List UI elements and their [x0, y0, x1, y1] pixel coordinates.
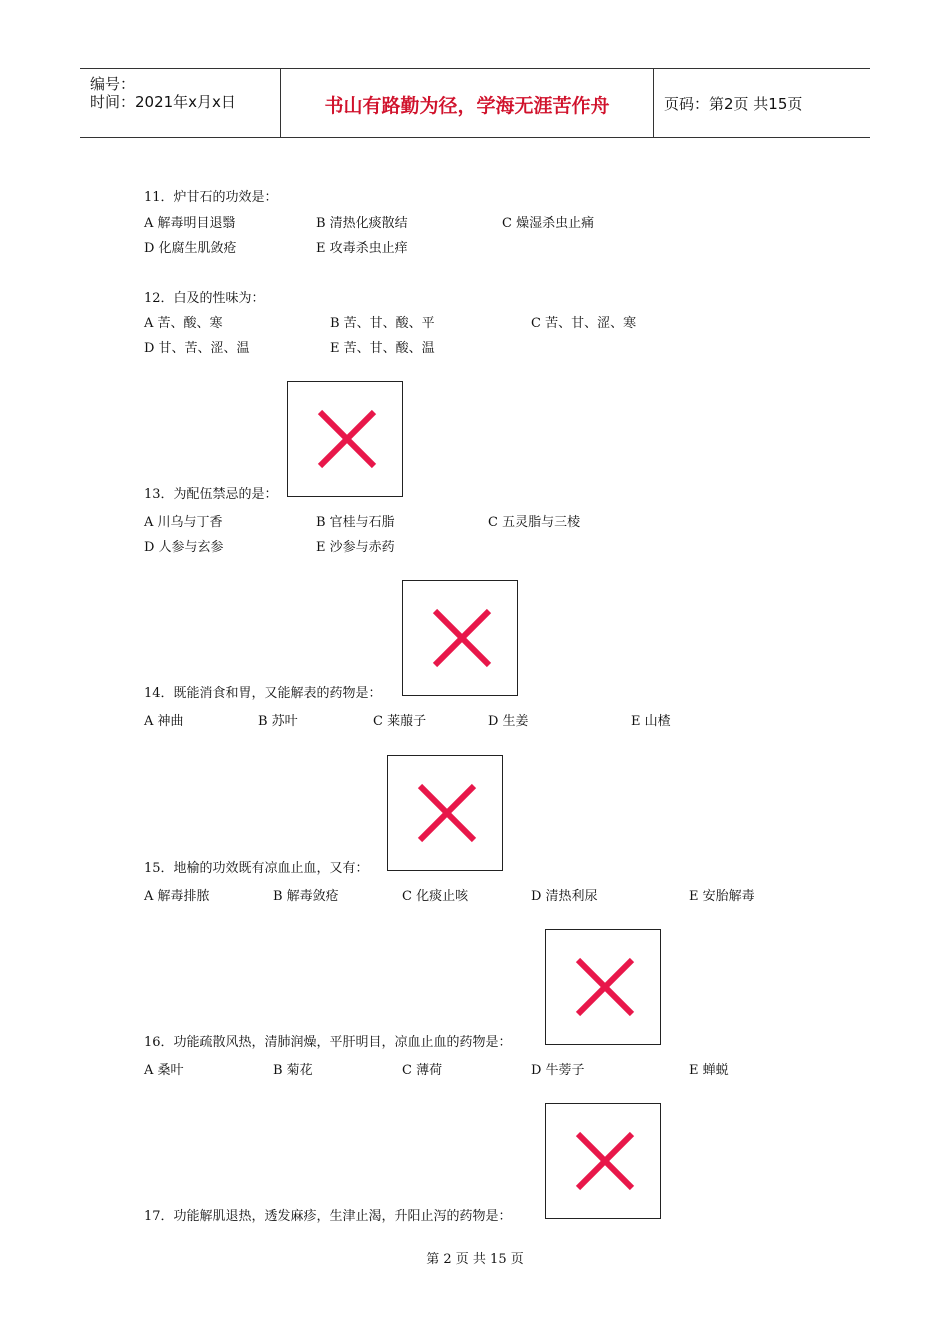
question-11-option-b: B 清热化痰散结 — [316, 216, 408, 231]
question-12-option-e: E 苦、甘、酸、温 — [330, 341, 435, 356]
question-13-option-c: C 五灵脂与三棱 — [488, 515, 581, 530]
question-14-option-b: B 苏叶 — [258, 714, 298, 729]
question-11-stem: 11．炉甘石的功效是： — [144, 190, 278, 205]
question-13-stem: 13．为配伍禁忌的是： — [144, 487, 278, 502]
broken-image-placeholder — [287, 381, 403, 497]
header-right-cell — [654, 69, 870, 137]
question-12-option-a: A 苦、酸、寒 — [144, 316, 223, 331]
question-17-stem: 17．功能解肌退热，透发麻疹，生津止渴，升阳止泻的药物是： — [144, 1209, 512, 1224]
broken-image-x-icon — [403, 581, 517, 695]
question-12-option-d: D 甘、苦、涩、温 — [144, 341, 250, 356]
broken-image-placeholder — [545, 1103, 661, 1219]
broken-image-placeholder — [387, 755, 503, 871]
question-15-option-b: B 解毒敛疮 — [273, 889, 339, 904]
question-16-option-a: A 桑叶 — [144, 1063, 184, 1078]
broken-image-x-icon — [388, 756, 502, 870]
broken-image-x-icon — [546, 1104, 660, 1218]
header-middle-cell — [281, 69, 654, 137]
question-14-option-e: E 山楂 — [631, 714, 671, 729]
question-11-option-a: A 解毒明目退翳 — [144, 216, 236, 231]
question-12-stem: 12．白及的性味为： — [144, 291, 265, 306]
question-16-option-c: C 薄荷 — [402, 1063, 443, 1078]
question-11-option-d: D 化腐生肌敛疮 — [144, 241, 237, 256]
page-header — [80, 68, 870, 138]
serial-label: 编号： — [90, 75, 136, 93]
question-11-option-c: C 燥湿杀虫止痛 — [502, 216, 595, 231]
time-label: 时间：2021年x月x日 — [90, 93, 236, 111]
question-13-option-a: A 川乌与丁香 — [144, 515, 223, 530]
question-16-stem: 16．功能疏散风热，清肺润燥，平肝明目，凉血止血的药物是： — [144, 1035, 512, 1050]
question-16-option-e: E 蝉蜕 — [689, 1063, 729, 1078]
question-14-option-d: D 生姜 — [488, 714, 529, 729]
broken-image-placeholder — [545, 929, 661, 1045]
broken-image-x-icon — [546, 930, 660, 1044]
question-15-option-e: E 安胎解毒 — [689, 889, 755, 904]
question-16-option-d: D 牛蒡子 — [531, 1063, 585, 1078]
question-13-option-d: D 人参与玄参 — [144, 540, 224, 555]
question-15-option-c: C 化痰止咳 — [402, 889, 469, 904]
motto: 书山有路勤为径，学海无涯苦作舟 — [324, 95, 610, 117]
question-15-option-d: D 清热利尿 — [531, 889, 598, 904]
question-12-option-b: B 苦、甘、酸、平 — [330, 316, 435, 331]
question-16-option-b: B 菊花 — [273, 1063, 313, 1078]
question-14-option-a: A 神曲 — [144, 714, 184, 729]
page-footer: 第 2 页 共 15 页 — [426, 1252, 524, 1267]
question-14-stem: 14．既能消食和胃，又能解表的药物是： — [144, 686, 382, 701]
question-15-stem: 15．地榆的功效既有凉血止血，又有： — [144, 861, 369, 876]
question-14-option-c: C 莱菔子 — [373, 714, 427, 729]
broken-image-x-icon — [288, 382, 402, 496]
question-13-option-e: E 沙参与赤药 — [316, 540, 395, 555]
question-12-option-c: C 苦、甘、涩、寒 — [531, 316, 637, 331]
question-15-option-a: A 解毒排脓 — [144, 889, 210, 904]
header-left-cell — [80, 69, 281, 137]
question-11-option-e: E 攻毒杀虫止痒 — [316, 241, 408, 256]
broken-image-placeholder — [402, 580, 518, 696]
question-13-option-b: B 官桂与石脂 — [316, 515, 395, 530]
page-info: 页码：第2页 共15页 — [664, 95, 803, 113]
